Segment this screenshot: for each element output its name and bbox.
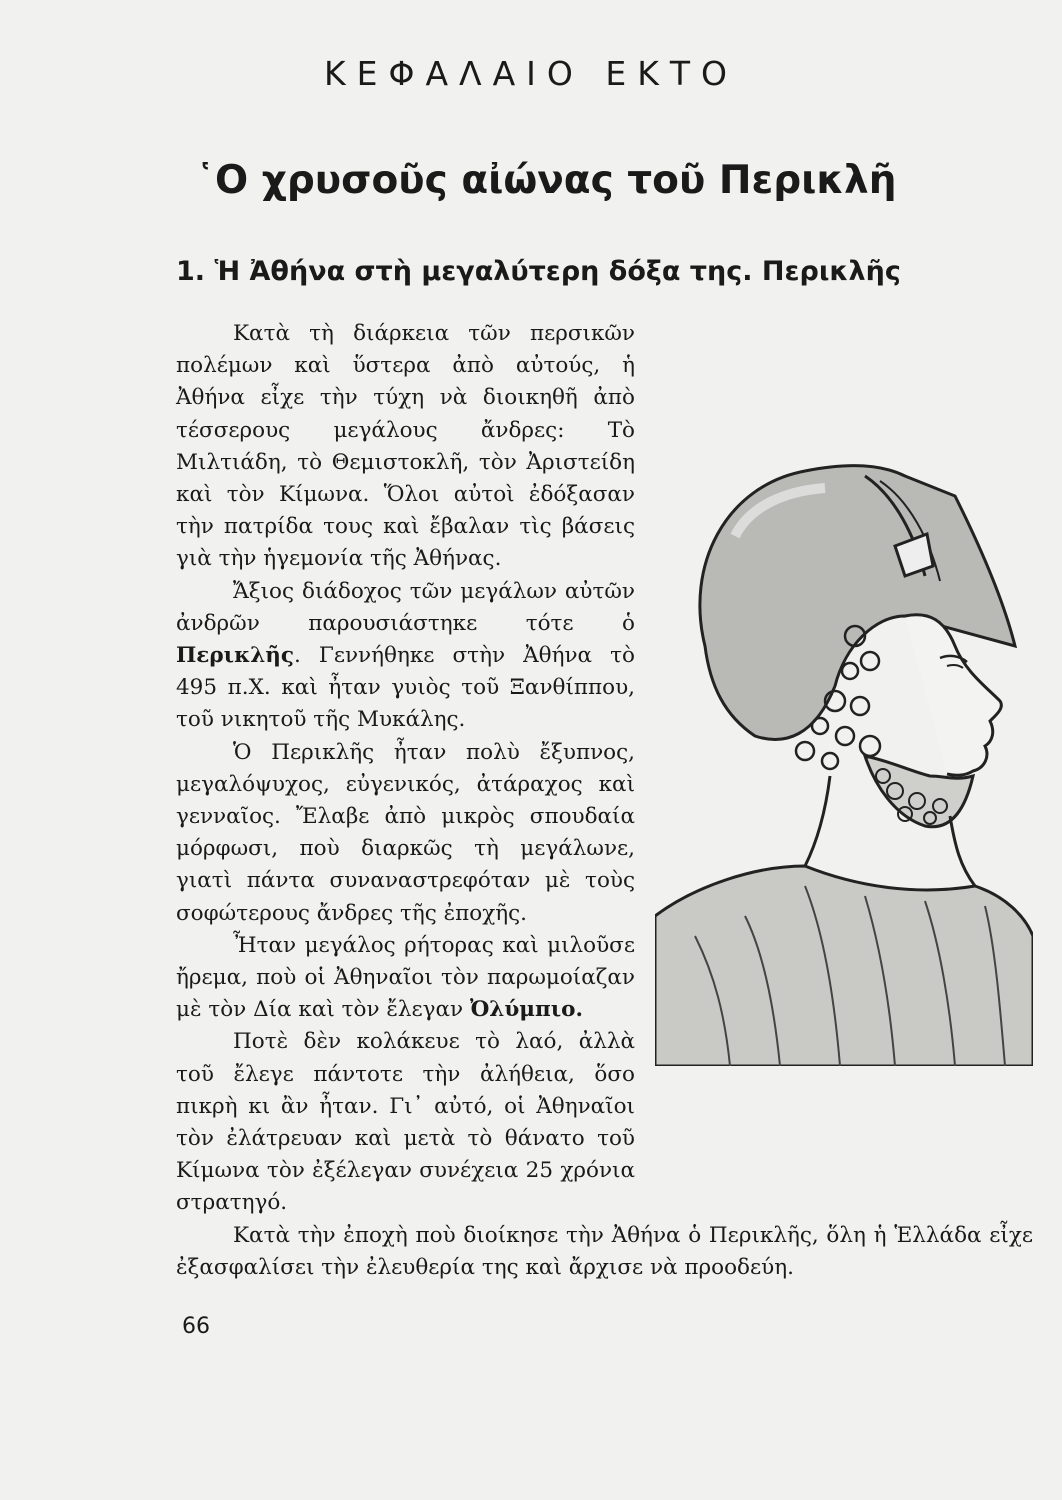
paragraph-2-text-b: . Γεννήθηκε στὴν Ἀθήνα τὸ 495 π.Χ. καὶ ἦταν γυιὸς τοῦ Ξανθίππου, τοῦ νικητοῦ τῆς Μυκάλης. [176, 643, 635, 733]
paragraph-4-text: Ἦταν μεγάλος ρήτορας καὶ μιλοῦσε ἤρεμα, ποὺ οἱ Ἀθηναῖοι τὸν παρωμοίαζαν μὲ τὸν Δία καὶ τὸν ἔλεγαν [176, 932, 635, 1023]
paragraph-6: Κατὰ τὴν ἐποχὴ ποὺ διοίκησε τὴν Ἀθήνα ὁ Περικλῆς, ὅλη ἡ Ἑλλάδα εἶχε ἐξασφαλίσει τὴν ἐλευθερία της καὶ ἄρχισε νὰ προοδεύη. [176, 1222, 1033, 1280]
paragraph-2-text-a: Ἄξιος διάδοχος τῶν μεγάλων αὐτῶν ἀνδρῶν παρουσιάστηκε τότε ὁ [176, 578, 635, 636]
chapter-heading: ΚΕΦΑΛΑΙΟ ΕΚΤΟ [323, 54, 738, 93]
page-title: ῾Ο χρυσοῦς αἰώνας τοῦ Περικλῆ [195, 158, 897, 203]
paragraph-3: Ὁ Περικλῆς ἦταν πολὺ ἔξυπνος, μεγαλόψυχος, εὐγενικός, ἀτάραχος καὶ γενναῖος. Ἔλαβε ἀπὸ μικρὸς σπουδαία μόρφωσι, ποὺ διαρκῶς τὴ μεγάλωνε, γιατὶ πάντα συναναστρεφόταν μὲ τοὺς σοφώτερους ἄνδρες τῆς ἐποχῆς. [176, 739, 635, 926]
paragraph-1: Κατὰ τὴ διάρκεια τῶν περσικῶν πολέμων καὶ ὕστερα ἀπὸ αὐτούς, ἡ Ἀθήνα εἶχε τὴν τύχη νὰ διοικηθῆ ἀπὸ τέσσερους μεγάλους ἄνδρες: Τὸ Μιλτιάδη, τὸ Θεμιστοκλῆ, τὸν Ἀριστείδη καὶ τὸν Κίμωνα. Ὅλοι αὐτοὶ ἐδόξασαν τὴν πατρίδα τους καὶ ἔβαλαν τὶς βάσεις γιὰ τὴν ἡγεμονία τῆς Ἀθήνας. [176, 321, 635, 572]
body-text [176, 318, 1033, 1284]
olympios-epithet: Ὀλύμπιο. [469, 997, 584, 1023]
pericles-name: Περικλῆς [176, 643, 294, 669]
paragraph-5: Ποτὲ δὲν κολάκευε τὸ λαό, ἀλλὰ τοῦ ἔλεγε πάντοτε τὴν ἀλήθεια, ὅσο πικρὴ κι ἂν ἦταν. Γι᾿ αὐτό, οἱ Ἀθηναῖοι τὸν ἐλάτρευαν καὶ μετὰ τὸ θάνατο τοῦ Κίμωνα τὸν ἐξέλεγαν συνέχεια 25 χρόνια στρατηγό. [176, 1029, 635, 1216]
section-heading: 1. Ἡ Ἀθήνα στὴ μεγαλύτερη δόξα της. Περικλῆς [176, 256, 901, 287]
pericles-portrait [655, 416, 1033, 1156]
pericles-helmet-illustration [655, 416, 1033, 1066]
page-number: 66 [182, 1314, 210, 1339]
